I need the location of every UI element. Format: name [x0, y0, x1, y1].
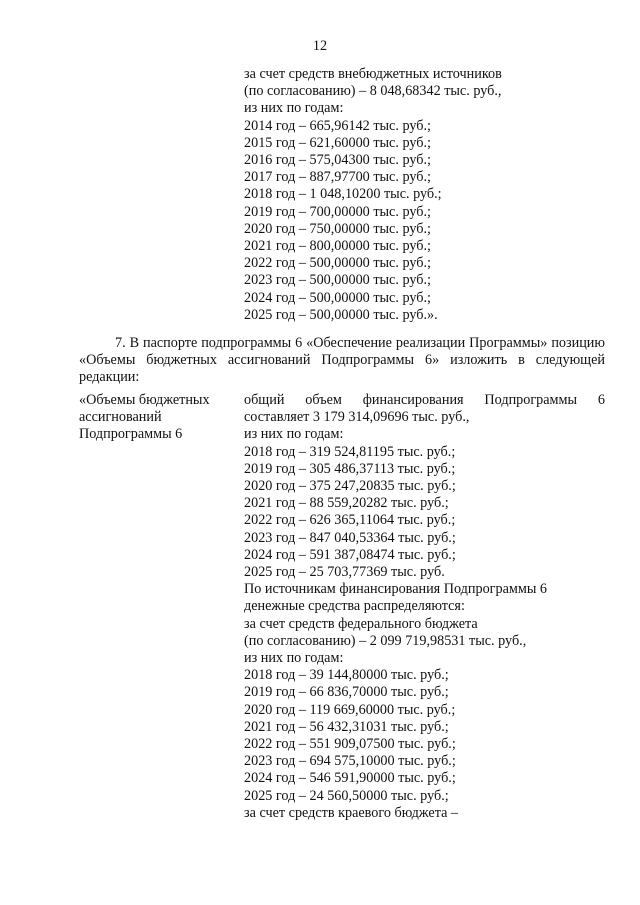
text-line: (по согласованию) – 2 099 719,98531 тыс. руб.,	[244, 632, 527, 649]
extrabudgetary-funding-block	[244, 66, 604, 324]
passport-position-value	[244, 392, 605, 822]
text-line: из них по годам:	[244, 426, 344, 443]
passport-position-label	[79, 392, 229, 444]
year-amount-line: 2020 год – 375 247,20835 тыс. руб.;	[244, 478, 456, 495]
year-amount-line: 2022 год – 626 365,11064 тыс. руб.;	[244, 512, 456, 529]
text-line: из них по годам:	[244, 650, 344, 667]
year-amount-line: 2022 год – 500,00000 тыс. руб.;	[244, 255, 431, 272]
year-amount-line: 2025 год – 25 703,77369 тыс. руб.	[244, 564, 445, 581]
year-amount-line: 2024 год – 500,00000 тыс. руб.;	[244, 289, 431, 306]
text-line: за счет средств федерального бюджета	[244, 615, 478, 632]
year-amount-line: 2020 год – 119 669,60000 тыс. руб.;	[244, 701, 456, 718]
amendment-paragraph: 7. В паспорте подпрограммы 6 «Обеспечение реализации Программы» позицию «Объемы бюджетных ассигнований Подпрограммы 6» изложить в следующей редакции:	[79, 335, 605, 386]
text-line: составляет 3 179 314,09696 тыс. руб.,	[244, 409, 470, 426]
text-line: из них по годам:	[244, 100, 344, 117]
text-line: за счет средств внебюджетных источников	[244, 66, 502, 82]
year-amount-line: 2019 год – 66 836,70000 тыс. руб.;	[244, 684, 449, 701]
year-amount-line: 2020 год – 750,00000 тыс. руб.;	[244, 220, 431, 237]
year-amount-line: 2019 год – 305 486,37113 тыс. руб.;	[244, 460, 456, 477]
year-amount-line: 2014 год – 665,96142 тыс. руб.;	[244, 117, 431, 134]
year-amount-line: 2023 год – 500,00000 тыс. руб.;	[244, 272, 431, 289]
text-line: общий объем финансирования Подпрограммы 6	[244, 392, 605, 408]
year-amount-line: 2021 год – 56 432,31031 тыс. руб.;	[244, 718, 449, 735]
label-line: «Объемы бюджетных	[79, 392, 210, 408]
year-amount-line: 2021 год – 88 559,20282 тыс. руб.;	[244, 495, 449, 512]
year-amount-line: 2023 год – 694 575,10000 тыс. руб.;	[244, 753, 456, 770]
year-amount-line: 2018 год – 1 048,10200 тыс. руб.;	[244, 186, 442, 203]
year-amount-line: 2018 год – 39 144,80000 тыс. руб.;	[244, 667, 449, 684]
year-amount-line: 2017 год – 887,97700 тыс. руб.;	[244, 169, 431, 186]
year-amount-line: 2021 год – 800,00000 тыс. руб.;	[244, 238, 431, 255]
page-number: 12	[312, 38, 328, 54]
year-amount-line: 2025 год – 24 560,50000 тыс. руб.;	[244, 787, 449, 804]
year-amount-line: 2024 год – 591 387,08474 тыс. руб.;	[244, 546, 456, 563]
text-line: за счет средств краевого бюджета –	[244, 804, 459, 821]
label-line: Подпрограммы 6	[79, 426, 183, 443]
year-amount-line: 2024 год – 546 591,90000 тыс. руб.;	[244, 770, 456, 787]
text-line: денежные средства распределяются:	[244, 598, 465, 615]
year-amount-line: 2015 год – 621,60000 тыс. руб.;	[244, 134, 431, 151]
label-line: ассигнований	[79, 409, 162, 426]
year-amount-line: 2019 год – 700,00000 тыс. руб.;	[244, 203, 431, 220]
year-amount-line: 2022 год – 551 909,07500 тыс. руб.;	[244, 736, 456, 753]
year-amount-line: 2025 год – 500,00000 тыс. руб.».	[244, 306, 438, 323]
year-amount-line: 2016 год – 575,04300 тыс. руб.;	[244, 152, 431, 169]
year-amount-line: 2018 год – 319 524,81195 тыс. руб.;	[244, 443, 456, 460]
year-amount-line: 2023 год – 847 040,53364 тыс. руб.;	[244, 529, 456, 546]
text-line: По источникам финансирования Подпрограммы 6	[244, 581, 548, 598]
text-line: (по согласованию) – 8 048,68342 тыс. руб.,	[244, 83, 502, 100]
